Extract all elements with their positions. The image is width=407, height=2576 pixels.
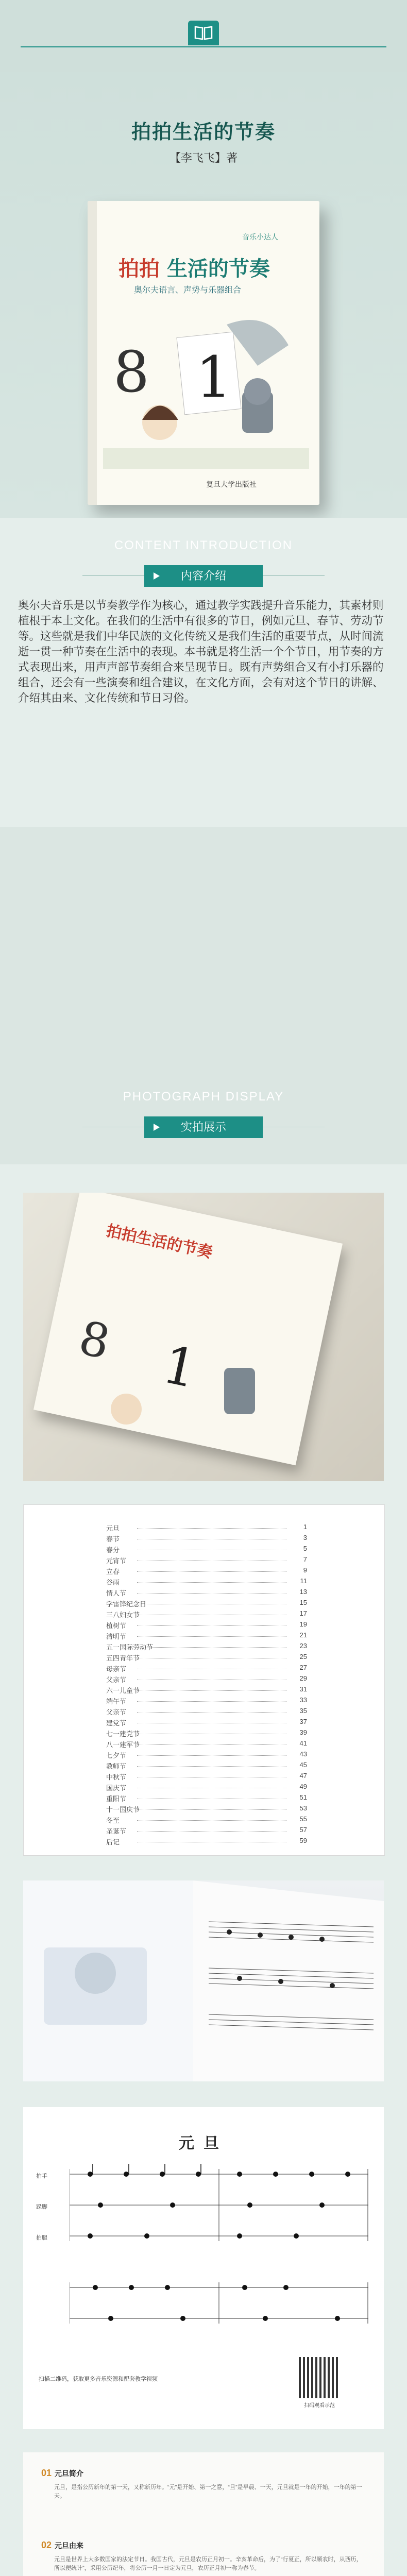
toc-entry-page: 19 <box>299 1620 307 1628</box>
cover-illustration <box>103 304 309 469</box>
toc-entry-page: 55 <box>299 1815 307 1823</box>
toc-entry-page: 45 <box>299 1761 307 1769</box>
toc-entry-page: 57 <box>299 1826 307 1834</box>
book-icon <box>188 21 219 45</box>
cover-spine <box>88 201 97 505</box>
toc-entry-page: 39 <box>299 1728 307 1736</box>
cover-title-main: 拍拍 <box>118 257 160 281</box>
toc-entry-page: 3 <box>303 1534 307 1541</box>
cover-title <box>118 252 270 282</box>
toc-entry-page: 23 <box>299 1642 307 1650</box>
top-divider <box>21 46 386 47</box>
photo-book-angled <box>23 1193 384 1481</box>
score-label-1: 拍手 <box>36 2173 47 2179</box>
toc-row <box>106 1609 307 1621</box>
top-bar <box>21 21 386 77</box>
toc-row <box>106 1631 307 1642</box>
toc-row <box>106 1739 307 1751</box>
score-staves <box>70 2164 368 2349</box>
score-page <box>23 2107 384 2429</box>
article-heading-2 <box>41 2540 83 2551</box>
toc-entry-name: 植树节 <box>106 1622 127 1630</box>
toc-entry-page: 43 <box>299 1750 307 1758</box>
toc-entry-page: 27 <box>299 1664 307 1671</box>
toc-leader <box>137 1690 286 1691</box>
article-num-2: 02 <box>41 2540 52 2550</box>
toc-row <box>106 1566 307 1578</box>
toc-row <box>106 1750 307 1761</box>
article-title-1: 元旦简介 <box>55 2469 84 2478</box>
photo-heading-en: PHOTOGRAPH DISPLAY <box>123 1090 284 1104</box>
article-title-2: 元旦由来 <box>55 2541 84 2550</box>
cover-face <box>88 201 319 505</box>
toc-leader <box>137 1528 286 1529</box>
toc-leader <box>137 1766 286 1767</box>
toc-leader <box>137 1809 286 1810</box>
intro-heading-label: 内容介绍 <box>144 565 263 587</box>
toc-entry-name: 冬至 <box>106 1817 120 1824</box>
toc-leader <box>137 1755 286 1756</box>
toc-entry-page: 35 <box>299 1707 307 1715</box>
toc-row <box>106 1837 307 1848</box>
toc-entry-page: 29 <box>299 1674 307 1682</box>
toc-entry-page: 53 <box>299 1804 307 1812</box>
toc-entry-name: 重阳节 <box>106 1795 127 1803</box>
toc-entry-name: 春节 <box>106 1535 120 1543</box>
toc-entry-page: 41 <box>299 1739 307 1747</box>
toc-row <box>106 1555 307 1567</box>
intro-heading <box>82 538 325 590</box>
toc-leader <box>137 1831 286 1832</box>
cover-publisher: 复旦大学出版社 <box>206 480 257 488</box>
article-text-2: 元旦是世界上大多数国家的法定节日。我国古代，元旦是农历正月初一。辛亥革命后，为了“行夏正，所以顺农时，从西历，所以便统计”，采用公历纪年，将公历一月一日定为元旦，农历正月初一称为春节。 <box>54 2556 362 2571</box>
article-page <box>23 2452 384 2576</box>
toc-row <box>106 1804 307 1816</box>
toc-entry-name: 中秋节 <box>106 1773 127 1781</box>
toc-row <box>106 1599 307 1610</box>
toc-leader <box>137 1636 286 1637</box>
toc-leader <box>137 1571 286 1572</box>
gallery-section <box>0 1164 407 2576</box>
toc-entry-page: 5 <box>303 1545 307 1552</box>
toc-entry-page: 1 <box>303 1523 307 1531</box>
page-title: 拍拍生活的节奏 <box>131 122 276 143</box>
toc-leader <box>137 1701 286 1702</box>
toc-entry-name: 谷雨 <box>106 1579 120 1586</box>
header-section <box>0 0 407 518</box>
toc-entry-page: 51 <box>299 1793 307 1801</box>
svg-text:8: 8 <box>113 339 149 405</box>
score-note: 扫描二维码，获取更多音乐资源和配套教学视频 <box>39 2376 158 2382</box>
toc-entry-name: 情人节 <box>106 1589 127 1597</box>
cover-title-rest: 生活的节奏 <box>166 257 270 281</box>
table-of-contents <box>23 1504 385 1856</box>
cover-subtitle: 奥尔夫语言、声势与乐器组合 <box>134 286 242 295</box>
toc-row <box>106 1534 307 1545</box>
toc-entry-name: 立春 <box>106 1568 120 1575</box>
toc-entry-page: 15 <box>299 1599 307 1606</box>
toc-row <box>106 1707 307 1718</box>
toc-entry-page: 9 <box>303 1566 307 1574</box>
toc-entry-name: 学雷锋纪念日 <box>106 1600 147 1608</box>
toc-entry-name: 国庆节 <box>106 1784 127 1792</box>
toc-entry-page: 59 <box>299 1837 307 1844</box>
toc-entry-name: 母亲节 <box>106 1665 127 1673</box>
inside-pages-illustration <box>23 1880 384 2081</box>
toc-entry-name: 父亲节 <box>106 1676 127 1684</box>
toc-entry-page: 7 <box>303 1555 307 1563</box>
toc-entry-name: 端午节 <box>106 1698 127 1705</box>
toc-row <box>106 1793 307 1805</box>
toc-entry-name: 圣诞节 <box>106 1827 127 1835</box>
article-num-1: 01 <box>41 2468 52 2478</box>
toc-entry-page: 13 <box>299 1588 307 1596</box>
intro-section <box>0 518 407 827</box>
toc-row <box>106 1577 307 1588</box>
toc-entry-page: 37 <box>299 1718 307 1725</box>
toc-entry-name: 清明节 <box>106 1633 127 1640</box>
toc-row <box>106 1653 307 1664</box>
toc-row <box>106 1728 307 1740</box>
photo-book-illustration <box>70 1296 307 1450</box>
toc-row <box>106 1642 307 1653</box>
toc-entry-name: 后记 <box>106 1838 120 1846</box>
toc-row <box>106 1545 307 1556</box>
photo-book-title: 拍拍生活的节奏 <box>105 1222 214 1262</box>
toc-row <box>106 1674 307 1686</box>
toc-row <box>106 1588 307 1599</box>
toc-row <box>106 1620 307 1632</box>
toc-entry-name: 七夕节 <box>106 1752 127 1759</box>
toc-entry-name: 七一建党节 <box>106 1730 140 1738</box>
toc-row <box>106 1523 307 1534</box>
score-label-3: 拍腿 <box>36 2235 47 2241</box>
toc-entry-page: 11 <box>300 1577 307 1585</box>
toc-leader <box>137 1625 286 1626</box>
intro-heading-en: CONTENT INTRODUCTION <box>114 538 293 552</box>
svg-text:1: 1 <box>158 1334 202 1400</box>
author-line: 【李飞飞】著 <box>169 151 238 164</box>
toc-leader <box>137 1744 286 1745</box>
toc-row <box>106 1826 307 1837</box>
toc-entry-page: 21 <box>299 1631 307 1639</box>
article-text-1: 元旦，是指公历新年的第一天，又称新历年。“元”是开始、第一之意，“旦”是早晨、一天，元旦就是一年的开始，一年的第一天。 <box>54 2484 362 2499</box>
book-cover <box>88 201 319 505</box>
toc-row <box>106 1783 307 1794</box>
toc-entry-name: 教师节 <box>106 1762 127 1770</box>
score-title: 元旦 <box>179 2135 228 2152</box>
toc-entry-page: 47 <box>299 1772 307 1780</box>
toc-entry-name: 五一国际劳动节 <box>106 1643 154 1651</box>
toc-entry-page: 25 <box>299 1653 307 1660</box>
toc-leader <box>137 1820 286 1821</box>
score-label-2: 跺脚 <box>36 2204 47 2210</box>
toc-entry-name: 六一儿童节 <box>106 1687 140 1694</box>
toc-row <box>106 1685 307 1697</box>
toc-row <box>106 1664 307 1675</box>
toc-entry-name: 三八妇女节 <box>106 1611 140 1619</box>
toc-row <box>106 1696 307 1707</box>
toc-entry-page: 49 <box>299 1783 307 1790</box>
qr-code[interactable] <box>299 2357 340 2398</box>
intro-text: 奥尔夫音乐是以节奏教学作为核心，通过教学实践提升音乐能力，其素材则植根于本土文化。在我们的生活中有很多的节日，例如元旦、春节、劳动节等。这些就是我们中华民族的文化传统又是我们生活的重要节点，从时间流逝一贯一种节奏在生活中的表现。本书就是将生活一个个节日，用节奏的方式表现出来，用声声部节奏组合来呈现节日。既有声势组合又有小打乐器的组合，还会有一些演奏和组合建议，在文化方面，会有对这个节日的讲解、介绍其由来、文化传统和节日习俗。 <box>18 599 384 704</box>
toc-entry-page: 33 <box>299 1696 307 1704</box>
toc-leader <box>137 1647 286 1648</box>
article-heading-1 <box>41 2468 83 2479</box>
toc-row <box>106 1815 307 1826</box>
cover-tag: 音乐小达人 <box>242 233 278 241</box>
toc-entry-page: 17 <box>299 1609 307 1617</box>
toc-row <box>106 1718 307 1729</box>
toc-row <box>106 1761 307 1772</box>
toc-entry-name: 十一国庆节 <box>106 1806 140 1814</box>
photo-heading-label: 实拍展示 <box>144 1116 263 1138</box>
toc-row <box>106 1772 307 1783</box>
toc-leader <box>137 1582 286 1583</box>
toc-entry-name: 建党节 <box>106 1719 127 1727</box>
toc-entry-name: 八一建军节 <box>106 1741 140 1749</box>
toc-entry-page: 31 <box>299 1685 307 1693</box>
toc-leader <box>137 1712 286 1713</box>
toc-entry-name: 父亲节 <box>106 1708 127 1716</box>
photo-inside-pages <box>23 1880 384 2081</box>
svg-text:8: 8 <box>74 1311 115 1370</box>
toc-entry-name: 元旦 <box>106 1524 120 1532</box>
toc-entry-name: 春分 <box>106 1546 120 1554</box>
toc-entry-name: 五四青年节 <box>106 1654 140 1662</box>
photo-heading <box>82 1090 325 1141</box>
toc-leader <box>137 1593 286 1594</box>
qr-caption: 扫码观看示范 <box>304 2403 335 2409</box>
svg-text:1: 1 <box>196 344 232 410</box>
toc-entry-name: 元宵节 <box>106 1557 127 1565</box>
